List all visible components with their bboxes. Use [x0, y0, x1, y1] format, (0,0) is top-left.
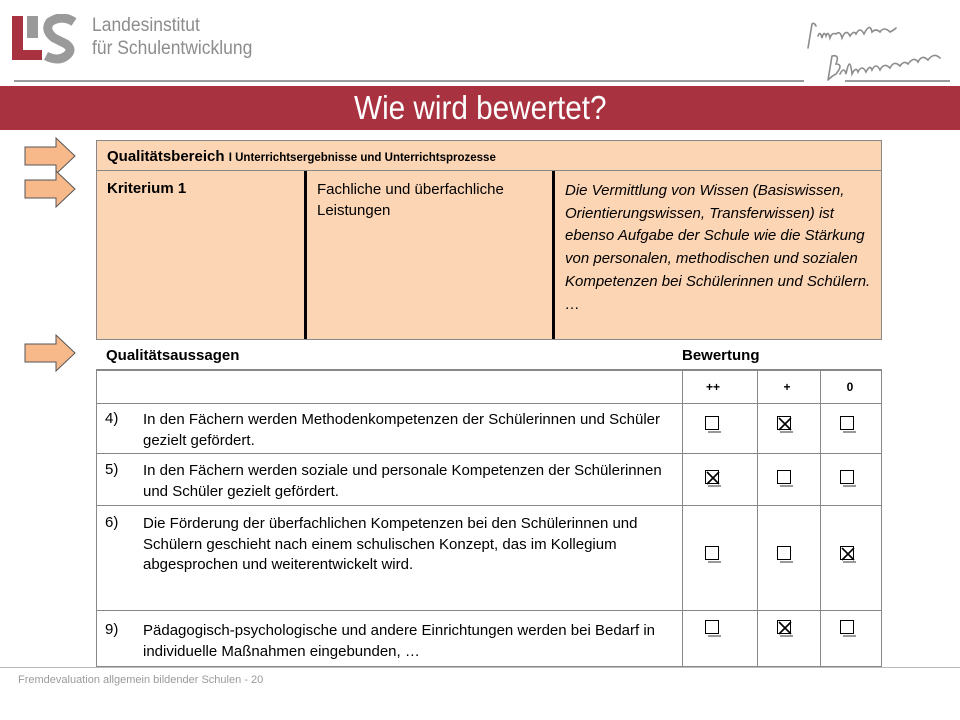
check-cross-icon — [706, 471, 720, 485]
column-divider — [820, 370, 821, 667]
column-divider — [757, 370, 758, 667]
scale-zero: 0 — [846, 380, 854, 394]
item-number: 4) — [105, 410, 119, 427]
tagline-signature — [800, 14, 950, 84]
checkbox-plusplus[interactable] — [705, 620, 719, 634]
kriterium-label: Kriterium 1 — [107, 180, 187, 197]
title-bar — [0, 86, 960, 130]
scale-plusplus: ++ — [705, 380, 720, 394]
checkbox-plusplus[interactable] — [705, 546, 719, 560]
organization-name — [92, 14, 266, 60]
bereich-value: I Unterrichtsergebnisse und Unterrichtsprozesse — [228, 152, 496, 164]
table-row — [96, 611, 882, 667]
bewertung-label: Bewertung — [682, 347, 760, 364]
table-row — [96, 404, 882, 454]
item-text: In den Fächern werden Methodenkompetenzen der Schülerinnen und Schüler gezielt gefördert. — [143, 411, 661, 449]
checkbox-zero[interactable] — [840, 470, 854, 484]
kriterium-description: Die Vermittlung von Wissen (Basiswissen, Orientierungswissen, Transferwissen) ist ebenso Aufgabe der Schule wie die Stärkung von personalen, methodischen und sozialen Kompetenzen bei Schülerinnen und Schülern. … — [565, 182, 871, 313]
arrow-right-icon — [24, 334, 76, 372]
aussagen-label: Qualitätsaussagen — [106, 347, 240, 364]
scale-row — [96, 370, 882, 404]
checkbox-zero[interactable] — [840, 620, 854, 634]
checkbox-zero[interactable] — [840, 546, 854, 560]
header-rule-right — [845, 80, 950, 82]
table-row — [96, 506, 882, 611]
item-number: 9) — [105, 621, 119, 638]
check-cross-icon — [778, 621, 792, 635]
checkbox-zero[interactable] — [840, 416, 854, 430]
checkbox-plusplus[interactable] — [705, 470, 719, 484]
item-number: 6) — [105, 514, 119, 531]
footer-text: Fremdevaluation allgemein bildender Schulen - 20 — [18, 674, 264, 686]
org-line-1: Landesinstitut — [92, 15, 200, 36]
slide-title: Wie wird bewertet? — [353, 89, 607, 126]
check-cross-icon — [841, 547, 855, 561]
kriterium-row — [96, 171, 882, 340]
checkbox-plusplus[interactable] — [705, 416, 719, 430]
qualitaetsbereich-row — [96, 140, 882, 171]
checkbox-plus[interactable] — [777, 620, 791, 634]
scale-plus: + — [783, 380, 791, 394]
item-text: Pädagogisch-psychologische und andere Einrichtungen werden bei Bedarf in individuelle Maßnahmen eingebunden, … — [143, 622, 656, 660]
check-cross-icon — [778, 417, 792, 431]
table-row — [96, 454, 882, 506]
bereich-label: Qualitätsbereich — [107, 148, 225, 165]
lis-logo — [12, 14, 82, 66]
checkbox-plus[interactable] — [777, 470, 791, 484]
org-line-2: für Schulentwicklung — [92, 38, 253, 59]
item-number: 5) — [105, 461, 119, 478]
column-divider — [682, 370, 683, 667]
aussagen-header-row — [96, 341, 882, 370]
footer-rule — [0, 667, 960, 668]
item-text: In den Fächern werden soziale und personale Kompetenzen der Schülerinnen und Schüler gezielt gefördert. — [143, 462, 662, 500]
checkbox-plus[interactable] — [777, 546, 791, 560]
checkbox-plus[interactable] — [777, 416, 791, 430]
item-text: Die Förderung der überfachlichen Kompetenzen bei den Schülerinnen und Schülern geschieht nach einem schulischen Konzept, das im Kollegium abgesprochen und weiterentwickelt wird. — [143, 515, 638, 573]
kriterium-name: Fachliche und überfachliche Leistungen — [317, 181, 504, 219]
header-rule-left — [14, 80, 804, 82]
arrow-right-icon — [24, 170, 76, 208]
